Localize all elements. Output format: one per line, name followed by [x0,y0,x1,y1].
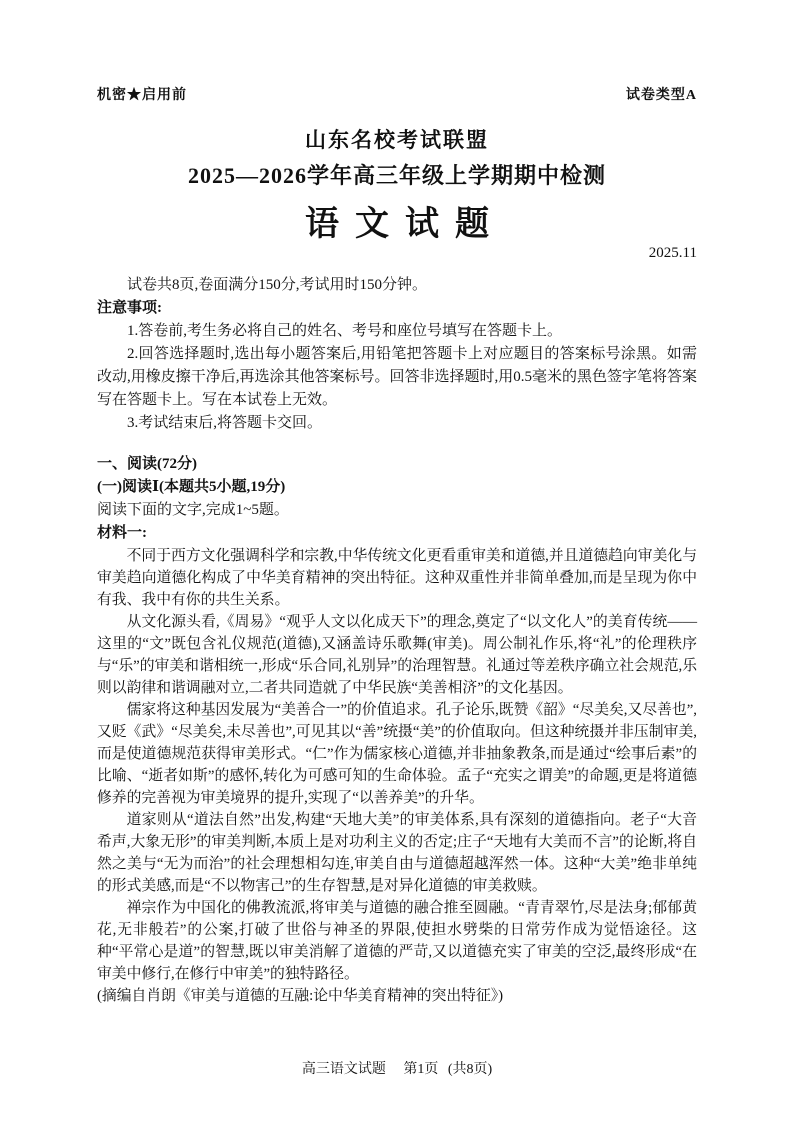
paper-title: 语文试题 [305,206,505,243]
notice-heading: 注意事项: [97,300,162,316]
exam-date: 2025.11 [648,245,697,261]
confidential-label: 机密★启用前 [97,88,187,103]
paper-body [97,274,697,1007]
material-paragraph-3: 儒家将这种基因发展为“美善合一”的价值追求。孔子论乐,既赞《韶》“尽美矣,又尽善也”,又贬《武》“尽美矣,未尽善也”,可见其以“善”统摄“美”的价值取向。但这种统摄并非压制审美,而是使道德规范获得审美形式。“仁”作为儒家核心道德,并非抽象教条,而是通过“绘事后素”的比喻、“逝者如斯”的感怀,转化为可感可知的生命体验。孟子“充实之谓美”的命题,更是将道德修养的完善视为审美境界的提升,实现了“以善养美”的升华。 [97,702,697,806]
reading-instruction: 阅读下面的文字,完成1~5题。 [97,502,289,518]
organization-name: 山东名校考试联盟 [305,128,489,152]
notice-item-1: 1.答卷前,考生务必将自己的姓名、考号和座位号填写在答题卡上。 [127,323,563,339]
title-block [97,124,697,262]
paper-info-line: 试卷共8页,卷面满分150分,考试用时150分钟。 [127,277,428,293]
paper-type-label: 试卷类型A [625,88,697,103]
material-text [97,545,697,1007]
page-footer [0,1058,794,1078]
material-paragraph-5: 禅宗作为中国化的佛教流派,将审美与道德的融合推至圆融。“青青翠竹,尽是法身;郁郁黄花,无非般若”的公案,打破了世俗与神圣的界限,使担水劈柴的日常劳作成为觉悟途径。这种“平常心是道”的智慧,既以审美消解了道德的严苛,又以道德充实了审美的空泛,最终形成“在审美中修行,在修行中审美”的独特路径。 [97,900,697,982]
footer-paper-name: 高三语文试题 [301,1062,386,1077]
section-heading-reading: 一、阅读(72分) [97,456,197,472]
source-attribution: (摘编自肖朗《审美与道德的互融:论中华美育精神的突出特征》) [97,988,504,1004]
page-header [97,84,697,104]
material-paragraph-2: 从文化源头看,《周易》“观乎人文以化成天下”的理念,奠定了“以文化人”的美育传统——这里的“文”既包含礼仪规范(道德),又涵盖诗乐歌舞(审美)。周公制礼作乐,将“礼”的伦理秩序与“乐”的审美和谐相统一,形成“乐合同,礼别异”的治理智慧。礼通过等差秩序确立社会规范,乐则以韵律和谐调融对立,二者共同造就了中华民族“美善相济”的文化基因。 [97,614,697,696]
notice-item-3: 3.考试结束后,将答题卡交回。 [127,415,323,431]
exam-session-title: 2025—2026学年高三年级上学期期中检测 [187,163,606,188]
notice-item-2: 2.回答选择题时,选出每小题答案后,用铅笔把答题卡上对应题目的答案标号涂黑。如需改动,用橡皮擦干净后,再选涂其他答案标号。回答非选择题时,用0.5毫米的黑色签字笔将答案写在答题卡上。写在本试卷上无效。 [97,346,698,408]
material-paragraph-4: 道家则从“道法自然”出发,构建“天地大美”的审美体系,具有深刻的道德指向。老子“大音希声,大象无形”的审美判断,本质上是对功利主义的否定;庄子“天地有大美而不言”的论断,将自然之美与“无为而治”的社会理想相勾连,审美自由与道德超越浑然一体。这种“大美”绝非单纯的形式美感,而是“不以物害己”的生存智慧,是对异化道德的审美救赎。 [97,812,697,894]
material-paragraph-1: 不同于西方文化强调科学和宗教,中华传统文化更看重审美和道德,并且道德趋向审美化与审美趋向道德化构成了中华美育精神的突出特征。这种双重性并非简单叠加,而是呈现为你中有我、我中有你的共生关系。 [97,548,697,608]
footer-total-pages: (共8页) [447,1062,493,1077]
material-label: 材料一: [97,525,147,541]
part-heading-reading-1: (一)阅读Ⅰ(本题共5小题,19分) [97,479,286,495]
footer-page-number: 第1页 [403,1062,439,1077]
